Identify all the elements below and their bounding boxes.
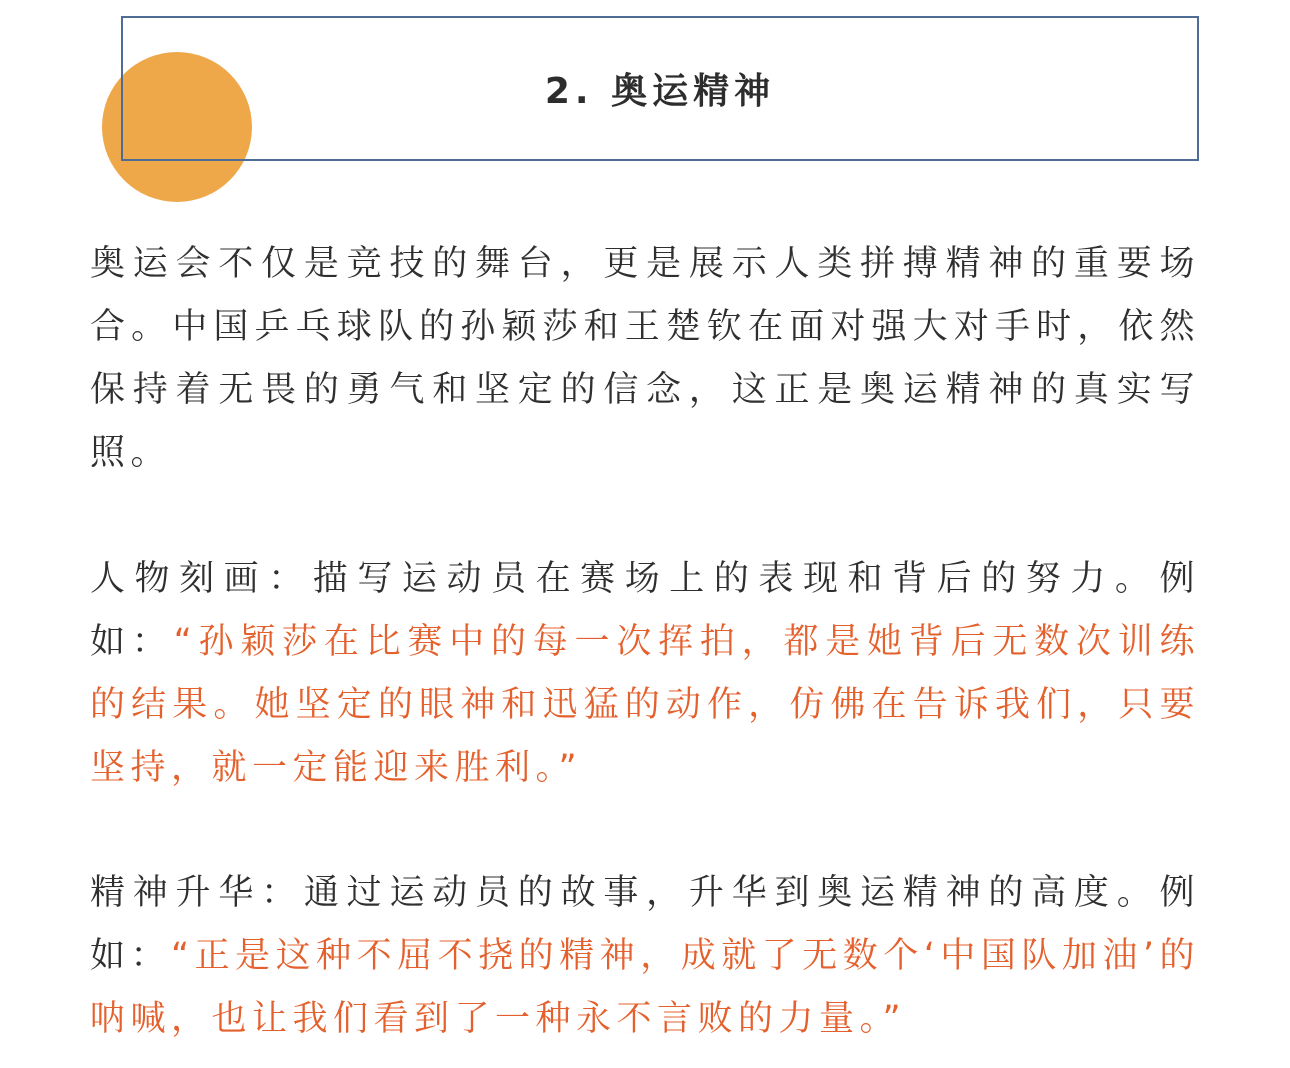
character-lead: 人物刻画：描写运动员在赛场上的表现和背后的努力。例如：	[90, 559, 1200, 662]
intro-paragraph: 奥运会不仅是竞技的舞台，更是展示人类拼搏精神的重要场合。中国乒乓球队的孙颖莎和王楚钦在面对强大对手时，依然保持着无畏的勇气和坚定的信念，这正是奥运精神的真实写照。	[90, 244, 1200, 473]
section-title-box	[121, 16, 1199, 161]
elevation-quote: “正是这种不屈不挠的精神，成就了无数个‘中国队加油’的呐喊，也让我们看到了一种永不言败的力量。”	[90, 936, 1200, 1039]
elevation-paragraph	[90, 862, 1200, 1051]
section-title: 2. 奥运精神	[544, 71, 776, 112]
character-quote: “孙颖莎在比赛中的每一次挥拍，都是她背后无数次训练的结果。她坚定的眼神和迅猛的动作，仿佛在告诉我们，只要坚持，就一定能迎来胜利。”	[90, 622, 1200, 788]
character-paragraph	[90, 548, 1200, 800]
elevation-lead: 精神升华：通过运动员的故事，升华到奥运精神的高度。例如：	[90, 873, 1200, 976]
